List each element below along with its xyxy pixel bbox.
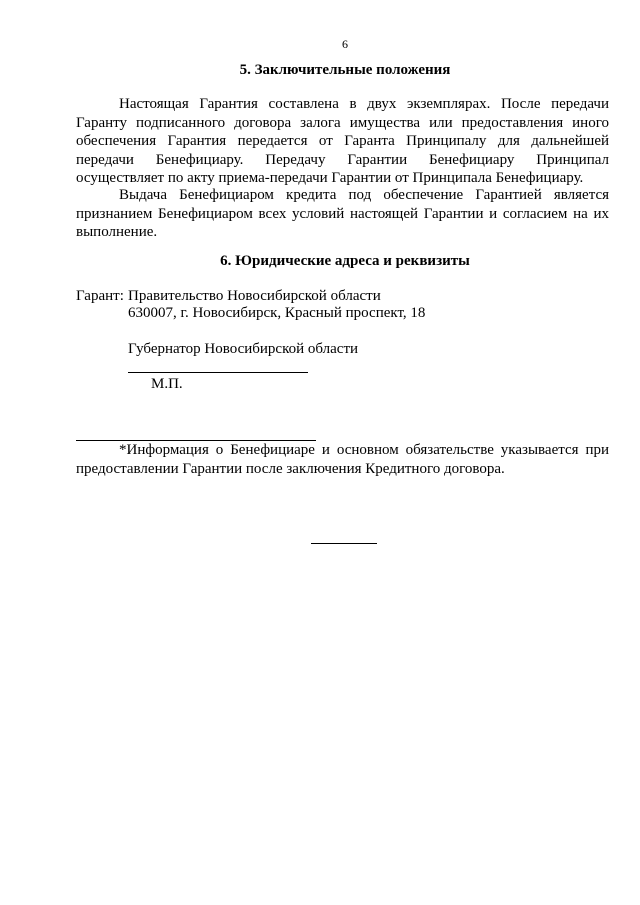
paragraph-text: Настоящая Гарантия составлена в двух экземплярах. После передачи Гаранту подписанного договора залога имущества или предоставления иного обеспечения Гарантия передается от Гаранта Принципалу для дальнейшей передачи Бенефициару. Передачу Гарантии Бенефициару Принципал осуществляет по акту приема-передачи Гарантии от Принципала Бенефициару. [76,96,609,186]
paragraph-text: Выдача Бенефициаром кредита под обеспечение Гарантией является признанием Бенефициаром всех условий настоящей Гарантии и согласием на их выполнение. [76,187,609,240]
section-5-title: 5. Заключительные положения [239,62,451,78]
section-5-paragraph-1 [76,95,609,188]
footnote-text: *Информация о Бенефициаре и основном обязательстве указывается при предоставлении Гарантии после заключения Кредитного договора. [76,442,609,477]
section-5-paragraph-2 [76,186,609,242]
end-of-document-line [311,543,377,544]
stamp-mark: М.П. [151,376,183,392]
page-number: 6 [342,37,348,51]
guarantor-address: 630007, г. Новосибирск, Красный проспект, 18 [128,305,426,321]
footnote [76,441,609,478]
section-6-title: 6. Юридические адреса и реквизиты [220,253,470,269]
guarantor-label: Гарант: [76,288,124,304]
signature-line [128,372,308,373]
signatory-title: Губернатор Новосибирской области [128,341,359,357]
guarantor-name: Правительство Новосибирской области [128,288,381,304]
